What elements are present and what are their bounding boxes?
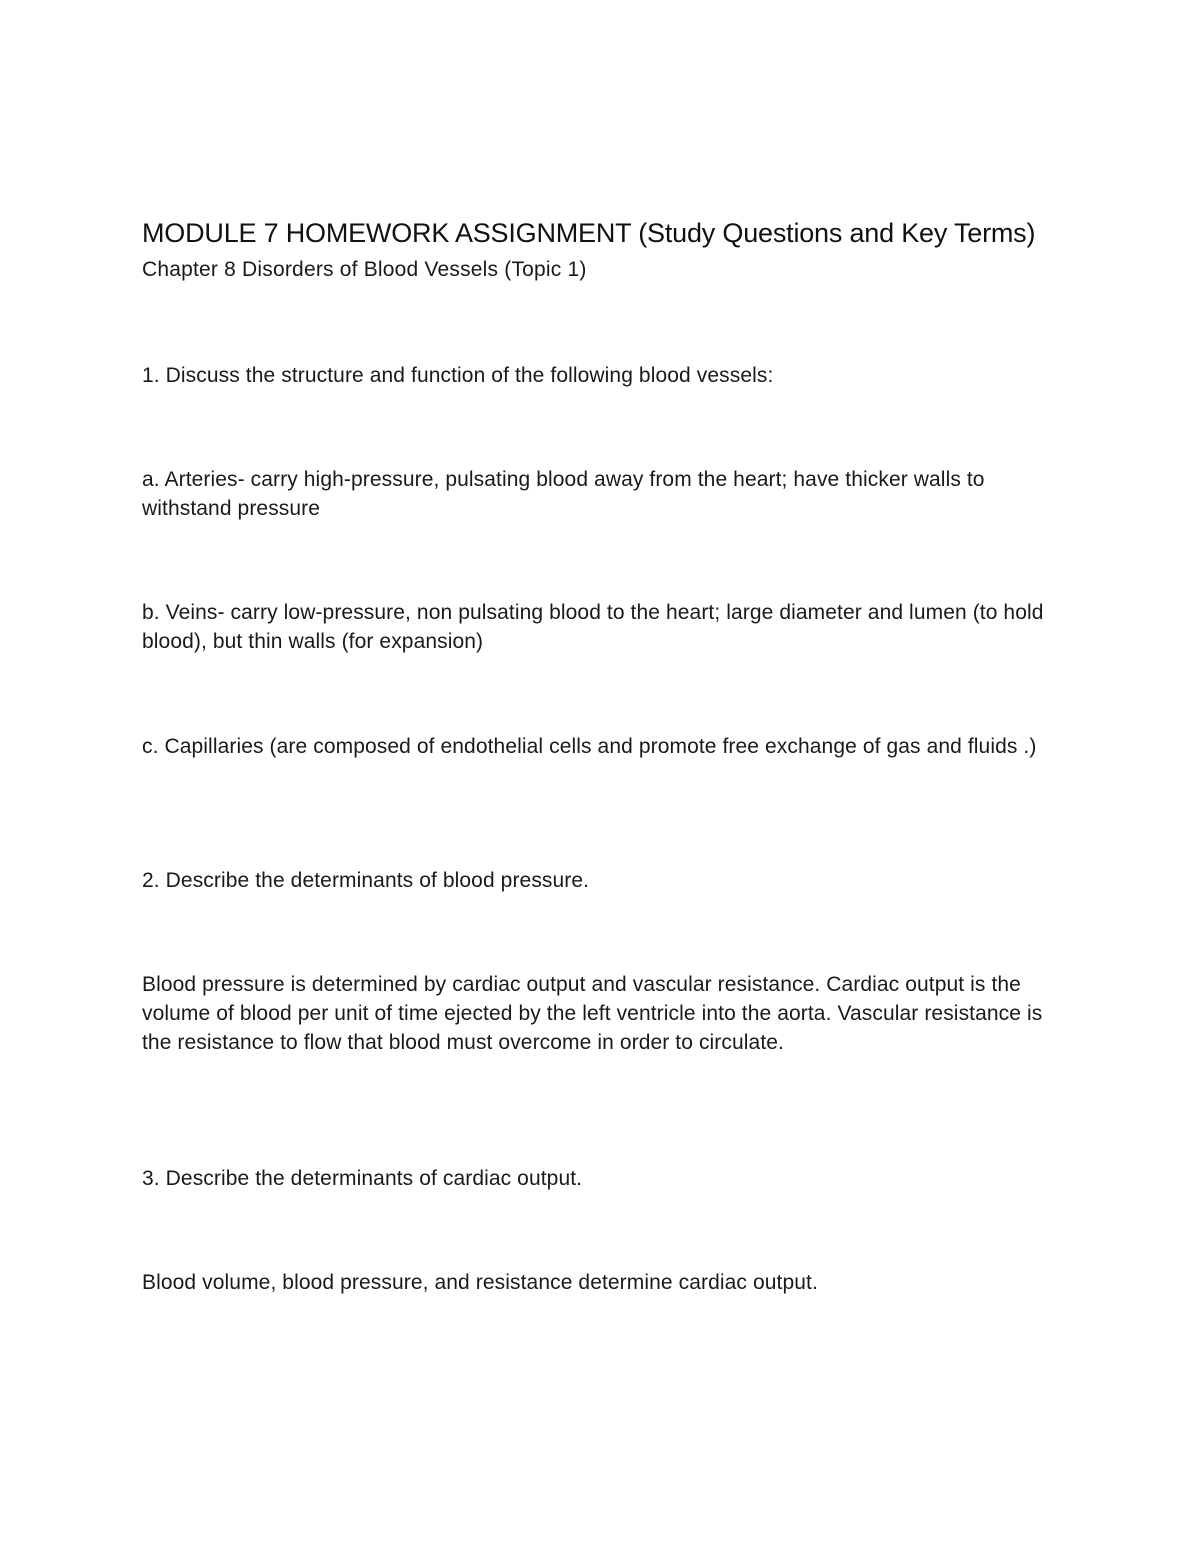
question-3: 3. Describe the determinants of cardiac output. bbox=[142, 1167, 583, 1190]
question-2: 2. Describe the determinants of blood pressure. bbox=[142, 869, 590, 892]
title-main: MODULE 7 HOMEWORK ASSIGNMENT (Study Questions and Key Terms) bbox=[142, 218, 1036, 248]
document-title bbox=[142, 216, 1062, 287]
answer-3: Blood volume, blood pressure, and resistance determine cardiac output. bbox=[142, 1271, 818, 1294]
title-subtitle: Chapter 8 Disorders of Blood Vessels (Topic 1) bbox=[142, 258, 587, 281]
answer-2: Blood pressure is determined by cardiac output and vascular resistance. Cardiac output is the volume of blood per unit of time ejected by the left ventricle into the aorta. Vascular resistance is the resistance to flow that blood must overcome in order to circulate. bbox=[142, 973, 1043, 1054]
answer-1c-capillaries: c. Capillaries (are composed of endothelial cells and promote free exchange of gas and fluids .) bbox=[142, 735, 1037, 758]
question-1: 1. Discuss the structure and function of the following blood vessels: bbox=[142, 364, 774, 387]
answer-1a-arteries: a. Arteries- carry high-pressure, pulsating blood away from the heart; have thicker walls to withstand pressure bbox=[142, 468, 985, 520]
answer-1b-veins: b. Veins- carry low-pressure, non pulsating blood to the heart; large diameter and lumen (to hold blood), but thin walls (for expansion) bbox=[142, 601, 1044, 653]
